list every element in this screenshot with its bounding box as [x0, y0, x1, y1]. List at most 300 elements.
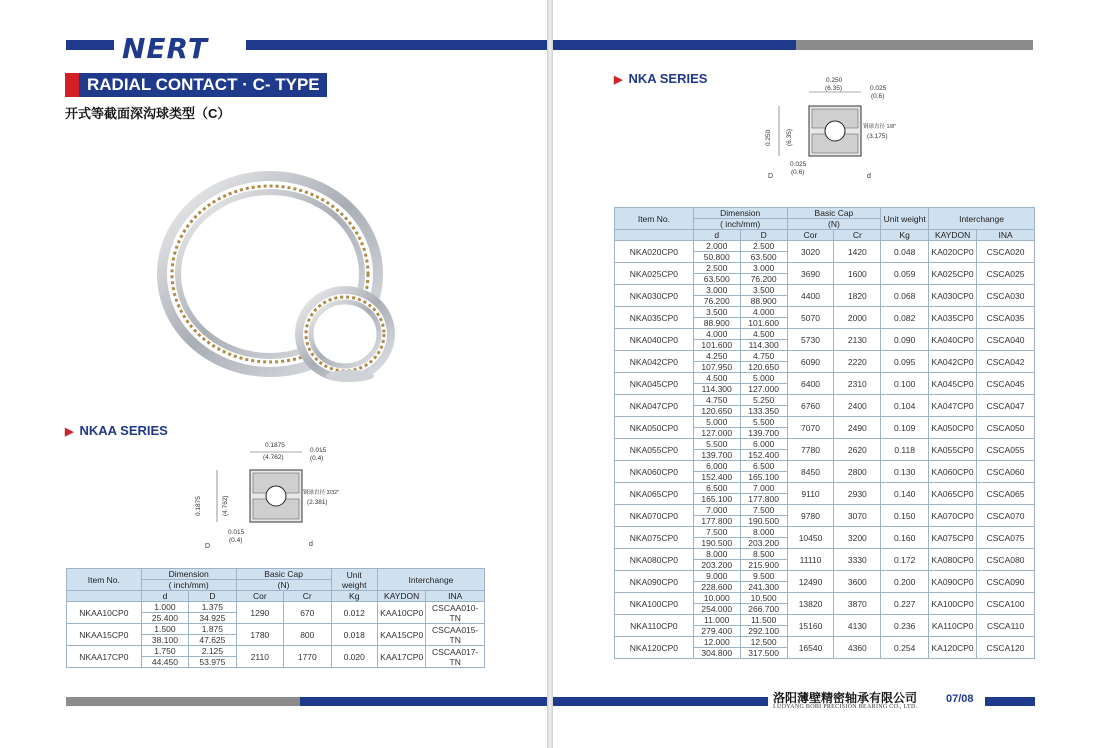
nka-height-label: 0.250: [765, 129, 772, 146]
outer-dia-inch-cell: 2.125: [189, 646, 236, 657]
item-no-cell: NKA050CP0: [615, 417, 694, 439]
page-title: RADIAL CONTACT · C- TYPE: [65, 73, 327, 97]
col-interchange: Interchange: [377, 569, 484, 591]
item-no-cell: NKA080CP0: [615, 549, 694, 571]
kaydon-cell: KA035CP0: [929, 307, 977, 329]
nka-d-inner-label: d: [867, 173, 871, 180]
cor-cell: 4400: [787, 285, 834, 307]
cr-cell: 1600: [834, 263, 881, 285]
cr-cell: 2130: [834, 329, 881, 351]
item-no-cell: NKAA17CP0: [67, 646, 142, 668]
outer-dia-mm-cell: 127.000: [740, 384, 787, 395]
bore-mm-cell: 190.500: [693, 538, 740, 549]
book-spine: [547, 0, 553, 748]
kaydon-cell: KA065CP0: [929, 483, 977, 505]
item-no-cell: NKA020CP0: [615, 241, 694, 263]
cr-cell: 3200: [834, 527, 881, 549]
outer-dia-mm-cell: 34.925: [189, 613, 236, 624]
bore-mm-cell: 63.500: [693, 274, 740, 285]
outer-dia-inch-cell: 4.750: [740, 351, 787, 362]
nka-cross-section-diagram: [765, 74, 905, 186]
cor-cell: 13820: [787, 593, 834, 615]
nka-chamfer-label: 0.025: [870, 85, 887, 92]
cr-cell: 3070: [834, 505, 881, 527]
outer-dia-mm-cell: 101.600: [740, 318, 787, 329]
bore-inch-cell: 4.000: [693, 329, 740, 340]
item-no-cell: NKA040CP0: [615, 329, 694, 351]
ina-cell: CSCA025: [977, 263, 1035, 285]
table-row: [615, 285, 1035, 296]
outer-dia-mm-cell: 215.900: [740, 560, 787, 571]
outer-dia-inch-cell: 1.375: [189, 602, 236, 613]
ina-cell: CSCA100: [977, 593, 1035, 615]
col-dimension-unit: ( inch/mm): [693, 219, 787, 230]
outer-dia-mm-cell: 165.100: [740, 472, 787, 483]
kaydon-cell: KA110CP0: [929, 615, 977, 637]
weight-cell: 0.109: [881, 417, 929, 439]
weight-cell: 0.048: [881, 241, 929, 263]
header-band-left-2: [246, 40, 547, 50]
cor-cell: 11110: [787, 549, 834, 571]
weight-cell: 0.130: [881, 461, 929, 483]
ina-cell: CSCA120: [977, 637, 1035, 659]
weight-cell: 0.095: [881, 351, 929, 373]
bore-mm-cell: 279.400: [693, 626, 740, 637]
bearing-product-image: [150, 158, 410, 390]
nka-ball-label: 钢球直径 1/8": [863, 124, 897, 130]
outer-dia-inch-cell: 12.500: [740, 637, 787, 648]
nka-width-mm: (6.35): [825, 85, 842, 92]
outer-dia-mm-cell: 47.625: [189, 635, 236, 646]
bore-inch-cell: 3.500: [693, 307, 740, 318]
outer-dia-mm-cell: 190.500: [740, 516, 787, 527]
bore-inch-cell: 4.500: [693, 373, 740, 384]
bore-inch-cell: 4.250: [693, 351, 740, 362]
nka-series-heading: [614, 71, 707, 86]
col-cr: Cr: [284, 591, 331, 602]
outer-dia-inch-cell: 6.000: [740, 439, 787, 450]
outer-dia-inch-cell: 3.000: [740, 263, 787, 274]
item-no-cell: NKA110CP0: [615, 615, 694, 637]
nka-ball-mm: (3.175): [867, 133, 888, 140]
col-d-large: D: [740, 230, 787, 241]
bore-inch-cell: 8.000: [693, 549, 740, 560]
cr-cell: 2000: [834, 307, 881, 329]
col-cr: Cr: [834, 230, 881, 241]
weight-cell: 0.172: [881, 549, 929, 571]
kaydon-cell: KAA10CP0: [377, 602, 425, 624]
bore-mm-cell: 44.450: [141, 657, 188, 668]
bore-mm-cell: 76.200: [693, 296, 740, 307]
outer-dia-inch-cell: 11.500: [740, 615, 787, 626]
bore-mm-cell: 38.100: [141, 635, 188, 646]
table-row: [615, 241, 1035, 252]
cr-cell: 3600: [834, 571, 881, 593]
bore-mm-cell: 165.100: [693, 494, 740, 505]
nka-ball: [825, 121, 845, 141]
ina-cell: CSCAA010-TN: [426, 602, 485, 624]
outer-dia-mm-cell: 292.100: [740, 626, 787, 637]
page-subtitle: 开式等截面深沟球类型（C）: [65, 106, 231, 121]
nka-height-mm: (6.35): [786, 129, 793, 146]
cr-cell: 2310: [834, 373, 881, 395]
col-item-no: Item No.: [615, 208, 694, 230]
weight-cell: 0.059: [881, 263, 929, 285]
weight-cell: 0.118: [881, 439, 929, 461]
item-no-cell: NKA060CP0: [615, 461, 694, 483]
col-ina: INA: [977, 230, 1035, 241]
outer-dia-mm-cell: 120.650: [740, 362, 787, 373]
weight-cell: 0.227: [881, 593, 929, 615]
cor-cell: 3020: [787, 241, 834, 263]
ina-cell: CSCA040: [977, 329, 1035, 351]
ina-cell: CSCA047: [977, 395, 1035, 417]
cor-cell: 5070: [787, 307, 834, 329]
nkaa-spec-table: [66, 568, 485, 668]
col-d-small: d: [141, 591, 188, 602]
weight-cell: 0.254: [881, 637, 929, 659]
cor-cell: 6090: [787, 351, 834, 373]
bore-mm-cell: 101.600: [693, 340, 740, 351]
bore-inch-cell: 2.000: [693, 241, 740, 252]
table-row: [67, 624, 485, 635]
footer-band-gray: [66, 697, 300, 706]
bore-inch-cell: 9.000: [693, 571, 740, 582]
bore-mm-cell: 50.800: [693, 252, 740, 263]
outer-dia-inch-cell: 4.500: [740, 329, 787, 340]
kaydon-cell: KA030CP0: [929, 285, 977, 307]
col-unit-weight: Unit weight: [331, 569, 377, 591]
cr-cell: 2490: [834, 417, 881, 439]
bore-mm-cell: 228.600: [693, 582, 740, 593]
col-interchange: Interchange: [929, 208, 1035, 230]
nkaa-chamfer-label: 0.015: [310, 447, 327, 454]
header-band-right-gray: [796, 40, 1033, 50]
bore-inch-cell: 4.750: [693, 395, 740, 406]
bore-mm-cell: 254.000: [693, 604, 740, 615]
table-row: [67, 602, 485, 613]
col-unit-weight: Unit weight: [881, 208, 929, 230]
weight-cell: 0.082: [881, 307, 929, 329]
kaydon-cell: KA025CP0: [929, 263, 977, 285]
outer-dia-inch-cell: 8.000: [740, 527, 787, 538]
cr-cell: 2400: [834, 395, 881, 417]
bore-mm-cell: 139.700: [693, 450, 740, 461]
ina-cell: CSCA045: [977, 373, 1035, 395]
nka-bottom-chamfer-mm: (0.6): [791, 169, 805, 176]
bore-inch-cell: 6.000: [693, 461, 740, 472]
outer-dia-mm-cell: 114.300: [740, 340, 787, 351]
small-bearing-inner-ring: [311, 302, 379, 366]
col-d-small: d: [693, 230, 740, 241]
nka-series-label: NKA SERIES: [628, 71, 708, 86]
outer-dia-mm-cell: 139.700: [740, 428, 787, 439]
col-kg: Kg: [331, 591, 377, 602]
nkaa-d-inner-label: d: [309, 541, 313, 548]
weight-cell: 0.200: [881, 571, 929, 593]
item-no-cell: NKA030CP0: [615, 285, 694, 307]
outer-dia-mm-cell: 317.500: [740, 648, 787, 659]
kaydon-cell: KA020CP0: [929, 241, 977, 263]
ina-cell: CSCA050: [977, 417, 1035, 439]
outer-dia-mm-cell: 266.700: [740, 604, 787, 615]
item-no-cell: NKA075CP0: [615, 527, 694, 549]
cr-cell: 2620: [834, 439, 881, 461]
ina-cell: CSCAA017-TN: [426, 646, 485, 668]
table-row: [615, 439, 1035, 450]
item-no-cell: NKA047CP0: [615, 395, 694, 417]
cor-cell: 16540: [787, 637, 834, 659]
cr-cell: 4130: [834, 615, 881, 637]
ina-cell: CSCA065: [977, 483, 1035, 505]
kaydon-cell: KA042CP0: [929, 351, 977, 373]
outer-dia-inch-cell: 5.500: [740, 417, 787, 428]
item-no-cell: NKA065CP0: [615, 483, 694, 505]
col-cor: Cor: [236, 591, 283, 602]
ina-cell: CSCA042: [977, 351, 1035, 373]
col-blank: [67, 591, 142, 602]
footer-band-left: [300, 697, 547, 706]
bore-mm-cell: 177.800: [693, 516, 740, 527]
bore-mm-cell: 203.200: [693, 560, 740, 571]
item-no-cell: NKA045CP0: [615, 373, 694, 395]
ina-cell: CSCA110: [977, 615, 1035, 637]
ina-cell: CSCA055: [977, 439, 1035, 461]
col-basic-cap: Basic Cap: [236, 569, 331, 580]
bore-inch-cell: 1.000: [141, 602, 188, 613]
outer-dia-inch-cell: 7.000: [740, 483, 787, 494]
cor-cell: 7070: [787, 417, 834, 439]
table-row: [615, 637, 1035, 648]
kaydon-cell: KAA15CP0: [377, 624, 425, 646]
series-arrow-icon: ▶: [65, 426, 74, 438]
bore-inch-cell: 6.500: [693, 483, 740, 494]
outer-dia-mm-cell: 133.350: [740, 406, 787, 417]
outer-dia-inch-cell: 6.500: [740, 461, 787, 472]
bore-mm-cell: 88.900: [693, 318, 740, 329]
ina-cell: CSCAA015-TN: [426, 624, 485, 646]
cor-cell: 6760: [787, 395, 834, 417]
weight-cell: 0.104: [881, 395, 929, 417]
weight-cell: 0.100: [881, 373, 929, 395]
table-row: [615, 263, 1035, 274]
cor-cell: 6400: [787, 373, 834, 395]
nkaa-chamfer-mm: (0.4): [310, 455, 324, 462]
table-row: [615, 505, 1035, 516]
bore-inch-cell: 2.500: [693, 263, 740, 274]
nkaa-series-heading: [65, 423, 168, 438]
nka-chamfer-mm: (0.6): [871, 93, 885, 100]
bore-inch-cell: 10.000: [693, 593, 740, 604]
kaydon-cell: KA070CP0: [929, 505, 977, 527]
cr-cell: 2930: [834, 483, 881, 505]
cor-cell: 5730: [787, 329, 834, 351]
weight-cell: 0.140: [881, 483, 929, 505]
outer-dia-mm-cell: 203.200: [740, 538, 787, 549]
cor-cell: 10450: [787, 527, 834, 549]
item-no-cell: NKA120CP0: [615, 637, 694, 659]
small-bearing-base: [326, 370, 374, 382]
table-row: [615, 461, 1035, 472]
nka-spec-table: [614, 207, 1035, 659]
cor-cell: 9780: [787, 505, 834, 527]
cr-cell: 1820: [834, 285, 881, 307]
nka-d-outer-label: D: [768, 173, 774, 180]
series-arrow-icon: ▶: [614, 74, 623, 86]
nkaa-ball-mm: (2.381): [307, 499, 328, 506]
nka-width-label: 0.250: [826, 77, 843, 84]
cr-cell: 1770: [284, 646, 331, 668]
item-no-cell: NKA090CP0: [615, 571, 694, 593]
table-row: [615, 307, 1035, 318]
outer-dia-inch-cell: 4.000: [740, 307, 787, 318]
bore-inch-cell: 1.750: [141, 646, 188, 657]
bore-mm-cell: 304.800: [693, 648, 740, 659]
bore-inch-cell: 1.500: [141, 624, 188, 635]
item-no-cell: NKA055CP0: [615, 439, 694, 461]
nkaa-bottom-chamfer-mm: (0.4): [229, 537, 243, 544]
outer-dia-mm-cell: 76.200: [740, 274, 787, 285]
nkaa-series-label: NKAA SERIES: [79, 423, 168, 438]
nkaa-ball-label: 钢球直径 3/32": [303, 490, 340, 496]
kaydon-cell: KA050CP0: [929, 417, 977, 439]
ina-cell: CSCA020: [977, 241, 1035, 263]
table-row: [615, 373, 1035, 384]
header-band-left: [66, 40, 114, 50]
cor-cell: 7780: [787, 439, 834, 461]
bore-mm-cell: 25.400: [141, 613, 188, 624]
cr-cell: 670: [284, 602, 331, 624]
col-dimension: Dimension: [693, 208, 787, 219]
table-row: [615, 329, 1035, 340]
bore-inch-cell: 5.000: [693, 417, 740, 428]
table-row: [615, 483, 1035, 494]
cor-cell: 3690: [787, 263, 834, 285]
item-no-cell: NKA025CP0: [615, 263, 694, 285]
bore-inch-cell: 7.000: [693, 505, 740, 516]
item-no-cell: NKA042CP0: [615, 351, 694, 373]
col-basic-cap-unit: (N): [236, 580, 331, 591]
kaydon-cell: KA100CP0: [929, 593, 977, 615]
weight-cell: 0.068: [881, 285, 929, 307]
outer-dia-mm-cell: 152.400: [740, 450, 787, 461]
col-blank: [615, 230, 694, 241]
table-row: [615, 351, 1035, 362]
cor-cell: 1290: [236, 602, 283, 624]
kaydon-cell: KA060CP0: [929, 461, 977, 483]
item-no-cell: NKAA10CP0: [67, 602, 142, 624]
bore-mm-cell: 127.000: [693, 428, 740, 439]
ina-cell: CSCA035: [977, 307, 1035, 329]
footer-band-end: [985, 697, 1035, 706]
bore-mm-cell: 114.300: [693, 384, 740, 395]
cor-cell: 9110: [787, 483, 834, 505]
weight-cell: 0.236: [881, 615, 929, 637]
ina-cell: CSCA080: [977, 549, 1035, 571]
table-row: [615, 571, 1035, 582]
table-row: [615, 527, 1035, 538]
cor-cell: 2110: [236, 646, 283, 668]
bore-mm-cell: 120.650: [693, 406, 740, 417]
kaydon-cell: KA075CP0: [929, 527, 977, 549]
ina-cell: CSCA030: [977, 285, 1035, 307]
outer-dia-inch-cell: 2.500: [740, 241, 787, 252]
kaydon-cell: KA047CP0: [929, 395, 977, 417]
nkaa-width-mm: (4.762): [263, 454, 284, 461]
cor-cell: 8450: [787, 461, 834, 483]
cr-cell: 4360: [834, 637, 881, 659]
col-dimension-unit: ( inch/mm): [141, 580, 236, 591]
item-no-cell: NKA100CP0: [615, 593, 694, 615]
bore-inch-cell: 3.000: [693, 285, 740, 296]
col-kg: Kg: [881, 230, 929, 241]
col-basic-cap-unit: (N): [787, 219, 881, 230]
outer-dia-mm-cell: 241.300: [740, 582, 787, 593]
col-cor: Cor: [787, 230, 834, 241]
kaydon-cell: KA040CP0: [929, 329, 977, 351]
outer-dia-inch-cell: 8.500: [740, 549, 787, 560]
company-name-en: LUOYANG BOBI PRECISION BEARING CO., LTD.: [773, 704, 918, 710]
outer-dia-mm-cell: 63.500: [740, 252, 787, 263]
cr-cell: 2800: [834, 461, 881, 483]
bore-inch-cell: 12.000: [693, 637, 740, 648]
outer-dia-inch-cell: 9.500: [740, 571, 787, 582]
cr-cell: 3330: [834, 549, 881, 571]
bore-inch-cell: 7.500: [693, 527, 740, 538]
ina-cell: CSCA075: [977, 527, 1035, 549]
table-row: [615, 417, 1035, 428]
cr-cell: 800: [284, 624, 331, 646]
weight-cell: 0.090: [881, 329, 929, 351]
nka-bottom-chamfer: 0.025: [790, 161, 807, 168]
bore-inch-cell: 5.500: [693, 439, 740, 450]
nkaa-height-label: 0.1875: [195, 496, 202, 516]
kaydon-cell: KA080CP0: [929, 549, 977, 571]
col-ina: INA: [426, 591, 485, 602]
table-row: [615, 615, 1035, 626]
outer-dia-inch-cell: 3.500: [740, 285, 787, 296]
outer-dia-inch-cell: 5.000: [740, 373, 787, 384]
cr-cell: 3870: [834, 593, 881, 615]
ina-cell: CSCA060: [977, 461, 1035, 483]
col-dimension: Dimension: [141, 569, 236, 580]
kaydon-cell: KAA17CP0: [377, 646, 425, 668]
ina-cell: CSCA090: [977, 571, 1035, 593]
bore-mm-cell: 152.400: [693, 472, 740, 483]
header-band-right: [553, 40, 796, 50]
page-numbers: 07/08: [946, 693, 974, 705]
weight-cell: 0.160: [881, 527, 929, 549]
outer-dia-mm-cell: 177.800: [740, 494, 787, 505]
weight-cell: 0.150: [881, 505, 929, 527]
outer-dia-mm-cell: 53.975: [189, 657, 236, 668]
item-no-cell: NKA035CP0: [615, 307, 694, 329]
cor-cell: 12490: [787, 571, 834, 593]
kaydon-cell: KA120CP0: [929, 637, 977, 659]
nkaa-d-outer-label: D: [205, 543, 211, 550]
col-item-no: Item No.: [67, 569, 142, 591]
item-no-cell: NKA070CP0: [615, 505, 694, 527]
outer-dia-inch-cell: 1.875: [189, 624, 236, 635]
brand-logo: NERT: [122, 32, 208, 65]
col-d-large: D: [189, 591, 236, 602]
item-no-cell: NKAA15CP0: [67, 624, 142, 646]
weight-cell: 0.020: [331, 646, 377, 668]
cor-cell: 1780: [236, 624, 283, 646]
kaydon-cell: KA055CP0: [929, 439, 977, 461]
table-row: [615, 549, 1035, 560]
ina-cell: CSCA070: [977, 505, 1035, 527]
